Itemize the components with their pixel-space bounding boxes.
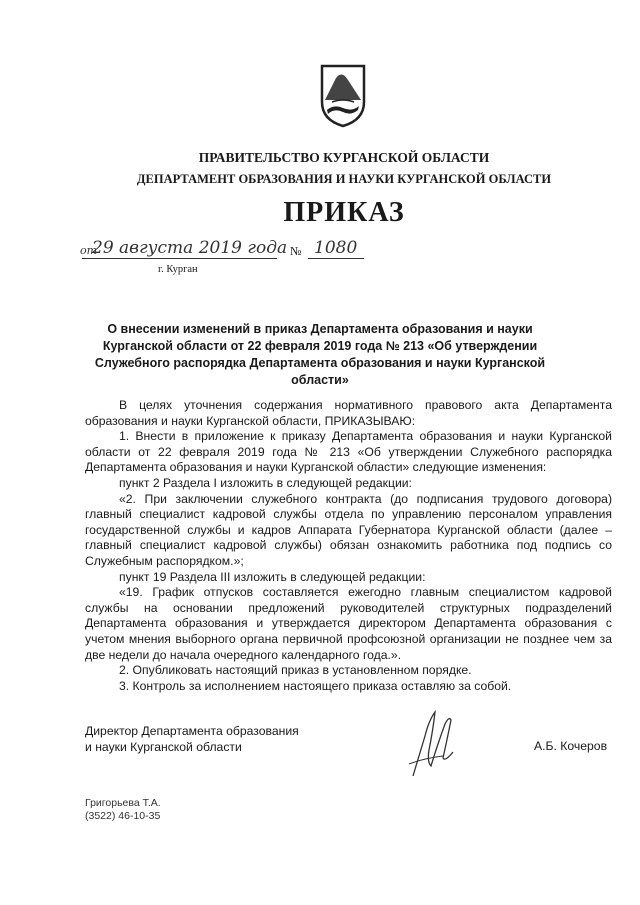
government-name: ПРАВИТЕЛЬСТВО КУРГАНСКОЙ ОБЛАСТИ (198, 150, 490, 165)
number-label: № (290, 244, 302, 258)
paragraph-point-2-text: «2. При заключении служебного контракта (до подписания трудового договора) главный специалист кадровой службы отдела по управлению персоналом управления государственной службы и кадров Аппарата Губернатора Курганской области (далее – главный специалист кадровой службы) обязан ознакомить работника под подпись со Служебным распорядком.»; (85, 491, 612, 568)
signatory-name: А.Б. Кочеров (534, 739, 608, 753)
paragraph-item-3: 3. Контроль за исполнением настоящего приказа оставляю за собой. (119, 678, 512, 693)
order-number: 1080 (314, 238, 358, 258)
order-body (85, 398, 612, 694)
document-type-title: ПРИКАЗ (283, 197, 405, 228)
signatory-position (85, 724, 299, 755)
order-date: 29 августа 2019 года (92, 238, 288, 258)
paragraph-point-19-text: «19. График отпусков составляется ежегодно главным специалистом кадровой службы на основании предложений руководителей структурных подразделений Департамента образования и утверждается директором Департамента образования с учетом мнения выборного органа первичной профсоюзной организации не позднее чем за две недели до начала очередного календарного года.». (85, 585, 612, 662)
department-name: ДЕПАРТАМЕНТ ОБРАЗОВАНИЯ И НАУКИ КУРГАНСКОЙ ОБЛАСТИ (136, 172, 552, 186)
date-number-line (82, 236, 372, 266)
paragraph-item-1: 1. Внести в приложение к приказу Департамента образования и науки Курганской области от 22 февраля 2019 года № 213 «Об утверждении Служебного распорядка Департамента образования и науки Курганской области» следующие изменения: (85, 429, 612, 475)
paragraph-point-2-intro: пункт 2 Раздела I изложить в следующей редакции: (119, 475, 412, 490)
date-underline (82, 258, 277, 259)
order-heading: О внесении изменений в приказ Департамента образования и науки Курганской области от 22 февраля 2019 года № 213 «Об утверждении Служебного распорядка Департамента образования и науки Курганской области» (94, 322, 546, 387)
executor-name: Григорьева Т.А. (85, 797, 161, 809)
executor-info (85, 797, 161, 823)
handwritten-signature-icon (405, 706, 465, 778)
position-line-1: Директор Департамента образования (85, 724, 299, 738)
paragraph-item-2: 2. Опубликовать настоящий приказ в установленном порядке. (119, 663, 472, 678)
coat-of-arms-icon (318, 62, 368, 128)
city: г. Курган (158, 264, 198, 275)
executor-phone: (3522) 46-10-35 (85, 810, 161, 822)
paragraph-point-19-intro: пункт 19 Раздела III изложить в следующей редакции: (119, 569, 426, 584)
paragraph-preamble: В целях уточнения содержания нормативного правового акта Департамента образования и науки Курганской области, ПРИКАЗЫВАЮ: (85, 398, 612, 428)
position-line-2: и науки Курганской области (85, 739, 242, 754)
number-underline (308, 258, 364, 259)
date-prefix: от (80, 244, 98, 257)
